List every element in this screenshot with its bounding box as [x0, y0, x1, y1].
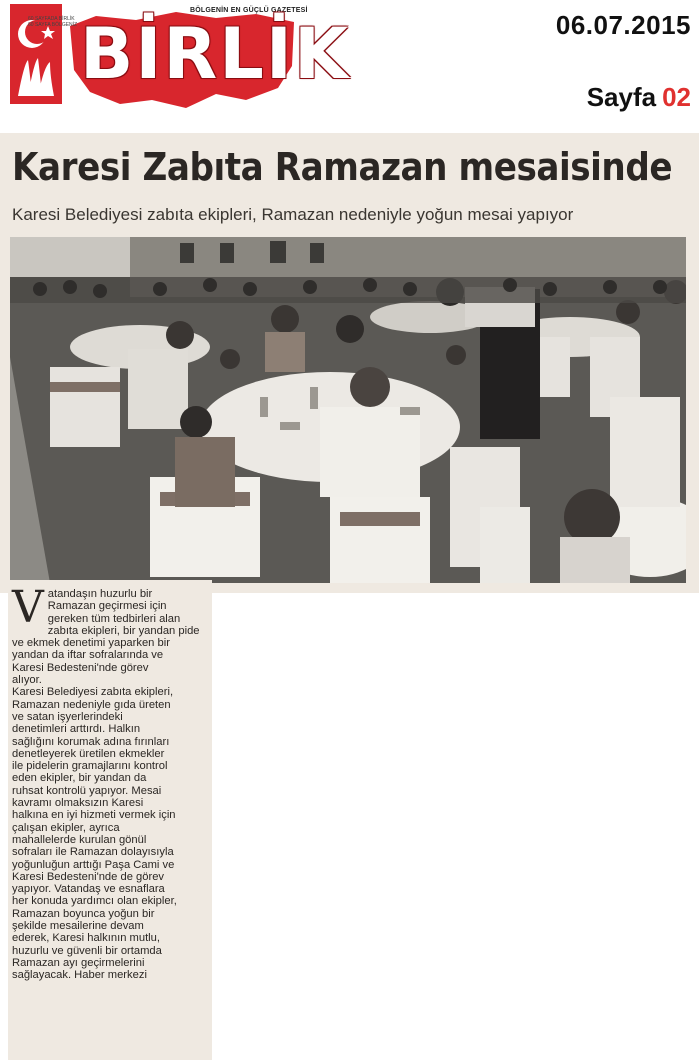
article-subheadline: Karesi Belediyesi zabıta ekipleri, Ramazan nedeniyle yoğun mesai yapıyor [12, 205, 574, 224]
page-label-text: Sayfa [586, 82, 657, 112]
article-photo [10, 237, 686, 583]
article-body-column [8, 580, 212, 1060]
masthead-small-text: 60 SAYFADA BİRLİK 60 SAYFA BÖLGENİZ [28, 16, 78, 28]
issue-date: 06.07.2015 [555, 10, 691, 40]
masthead-name: BİRLİK [80, 13, 351, 95]
article-body-text: atandaşın huzurlu bir Ramazan geçirmesi için gereken tüm tedbirleri alan zabıta ekipleri, bir yandan pide ve ekmek denetimi yaparken bir yandan da iftar sofralarında ve Karesi Bedesteni'nde görev alıyor. Karesi Belediyesi zabıta ekipleri, Ramazan nedeniyle gıda üreten ve satan işyerlerindeki denetimleri arttırdı. Halkın sağlığını korumak adına fırınları denetleyerek üretilen ekmekler ile pidelerin gramajlarını kontrol eden ekipler, bir yandan da ruhsat kontrolü yapıyor. Mesai kavramı olmaksızın Karesi halkına en iyi hizmeti vermek için çalışan ekipler, ayrıca mahallelerde kurulan gönül sofraları ile Ramazan dolayısıyla yoğunluğun arttığı Paşa Cami ve Karesi Bedesteni'nde de görev yapıyor. Vatandaş ve esnaflara her konuda yardımcı olan ekipler, Ramazan boyunca yoğun bir şekilde mesailerine devam ederek, Karesi halkının mutlu, huzurlu ve güvenli bir ortamda Ramazan ayı geçirmelerini sağlayacak. Haber merkezi [12, 588, 200, 982]
page-number: 02 [662, 82, 691, 112]
newspaper-logo [10, 4, 351, 112]
masthead-tagline: BÖLGENİN EN GÜÇLÜ GAZETESİ [190, 7, 308, 14]
page-label [587, 82, 691, 113]
article-clipping [0, 133, 699, 593]
article-body [12, 582, 208, 982]
article-dropcap: V [12, 582, 44, 633]
article-headline: Karesi Zabıta Ramazan mesaisinde [12, 145, 673, 189]
